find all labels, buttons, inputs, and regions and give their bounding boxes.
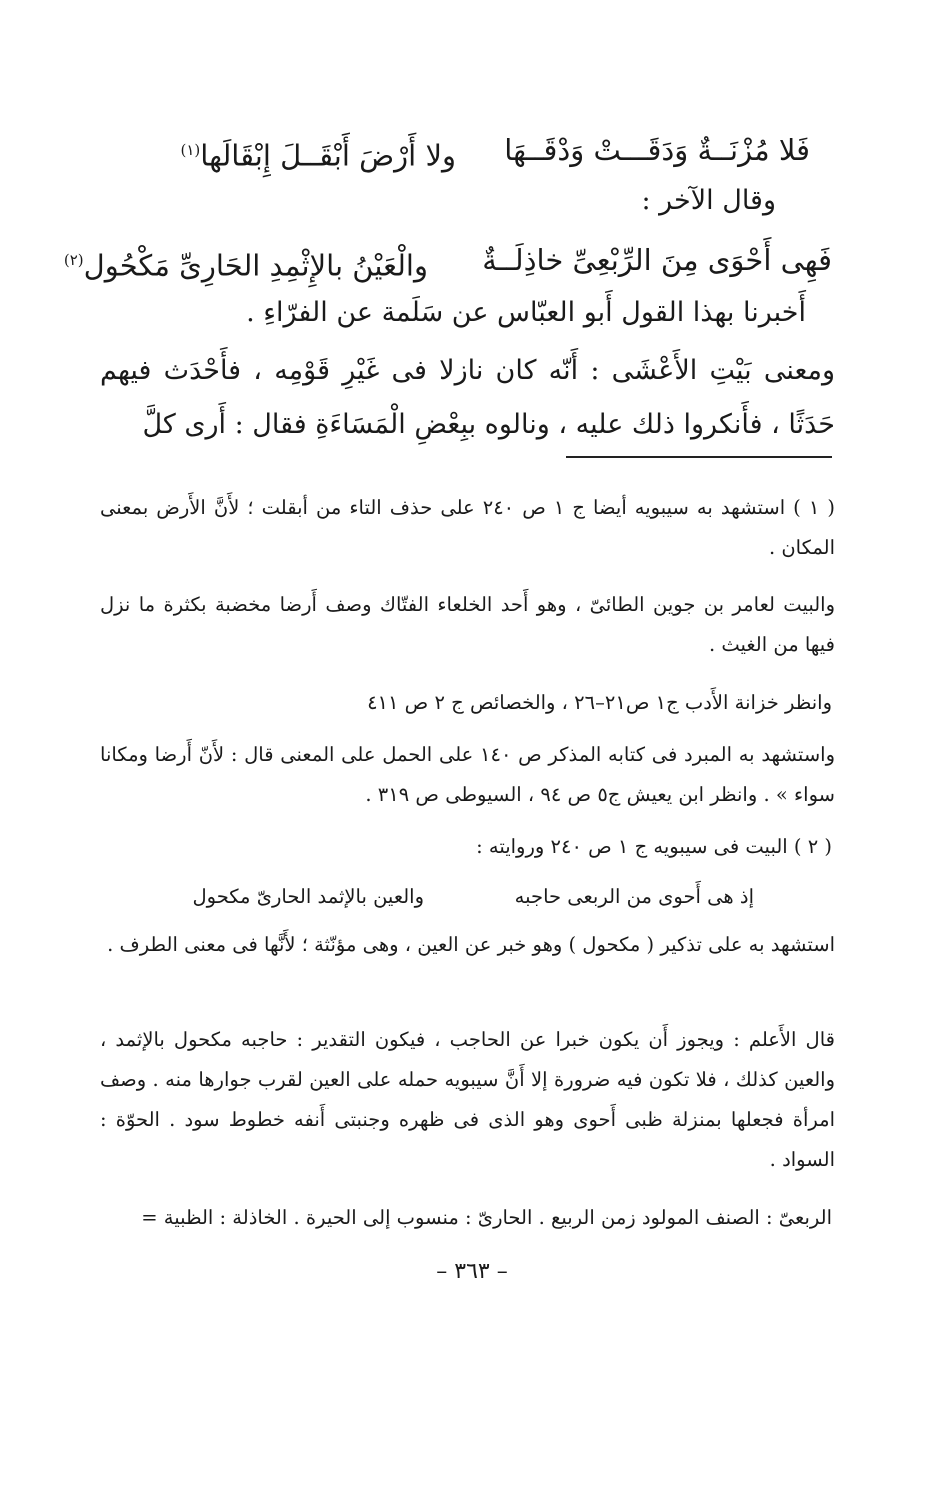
- footnote-2-verse-second-hemistich: والعين بالإثمد الحارىّ مكحول: [192, 885, 424, 908]
- footnote-2-verse-first-hemistich: إذ هى أَحوى من الربعى حاجبه: [514, 885, 754, 908]
- intro-line: وقال الآخر :: [641, 185, 776, 216]
- verse-2-second-hemistich-text: والْعَيْنُ بالإِثْمِدِ الحَارِىِّ مَكْحُول: [83, 248, 428, 283]
- page-number: – ٣٦٣ –: [436, 1259, 508, 1284]
- footnote-separator: [566, 456, 832, 458]
- meaning-paragraph: ومعنى بَيْتِ الأَعْشَى : أَنّه كان نازلا فى غَيْرِ قَوْمِه ، فأَحْدَث فيهم حَدَثًا ، فأَنكروا ذلك عليه ، ونالوه ببِعْضِ الْمَسَاءَةِ فقال : أَرى كلَّ: [100, 355, 835, 440]
- footnote-marker-1: (١): [180, 141, 201, 159]
- verse-2-first-hemistich: فَهِى أَحْوَى مِنَ الرِّبْعِىِّ خاذِلَــةٌ: [482, 243, 832, 277]
- footnote-1-paragraph-4: واستشهد به المبرد فى كتابه المذكر ص ١٤٠ على الحمل على المعنى قال : لأَنّ أَرضا ومكانا سواء » . وانظر ابن يعيش ج٥ ص ٩٤ ، السيوطى ص ٣١٩ .: [100, 743, 835, 806]
- narration-line: أَخبرنا بهذا القول أَبو العبّاس عن سَلَمة عن الفرّاءِ .: [246, 297, 806, 328]
- footnote-1-paragraph-3: وانظر خزانة الأَدب ج١ ص٢١–٢٦ ، والخصائص ج ٢ ص ٤١١: [367, 691, 832, 714]
- footnote-1-paragraph-1: ( ١ ) استشهد به سيبويه أيضا ج ١ ص ٢٤٠ على حذف التاء من أبقلت ؛ لأَنَّ الأَرض بمعنى المكان .: [100, 496, 835, 559]
- footnote-2-paragraph-1: استشهد به على تذكير ( مكحول ) وهو خبر عن العين ، وهى مؤنّثة ؛ لأَنَّها فى معنى الطرف .: [107, 933, 835, 956]
- footnote-1-paragraph-2: والبيت لعامر بن جوين الطائىّ ، وهو أَحد الخلعاء الفتّاك وصف أَرضا مخضبة بكثرة ما نزل فيها من الغيث .: [100, 593, 835, 656]
- footnote-marker-2: (٢): [63, 251, 84, 269]
- verse-2-second-hemistich: [64, 240, 428, 286]
- footnote-2-heading: ( ٢ ) البيت فى سيبويه ج ١ ص ٢٤٠ وروايته :: [476, 835, 832, 858]
- footnote-2-paragraph-3: الربعىّ : الصنف المولود زمن الربيع . الحارىّ : منسوب إلى الحيرة . الخاذلة : الظبية =: [141, 1206, 832, 1229]
- verse-1-first-hemistich: فَلا مُزْنَــةٌ وَدَقَـــتْ وَدْقَــهَا: [504, 133, 810, 167]
- verse-1-second-hemistich-text: ولا أَرْضَ أَبْقَــلَ إِبْقَالَها: [200, 138, 456, 173]
- footnote-2-paragraph-2: قال الأَعلم : ويجوز أَن يكون خبرا عن الحاجب ، فيكون التقدير : حاجبه مكحول بالإثمد ، والعين كذلك ، فلا تكون فيه ضرورة إلا أَنَّ سيبويه حمله على العين لقرب جوارها منه . وصف امرأة فجعلها بمنزلة ظبى أَحوى وهو الذى فى ظهره وجنبتى أَنفه خطوط سود . الحوّة : السواد .: [100, 1028, 835, 1171]
- verse-1-second-hemistich: [180, 130, 456, 176]
